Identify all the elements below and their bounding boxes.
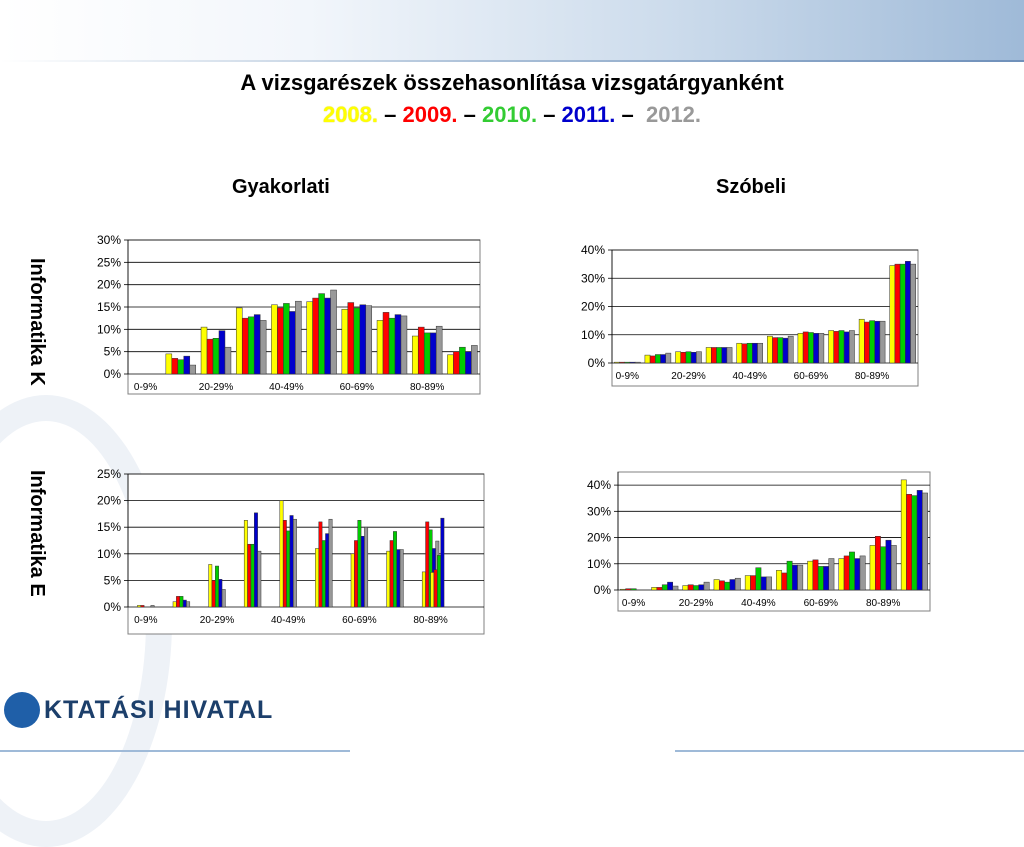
bar xyxy=(354,541,357,608)
bar xyxy=(860,556,865,590)
bar xyxy=(742,344,747,363)
bar xyxy=(747,343,752,363)
bar xyxy=(620,589,625,590)
y-tick-label: 20% xyxy=(586,530,611,545)
bar xyxy=(172,358,178,374)
chart-svg xyxy=(72,230,484,398)
bar xyxy=(387,551,390,607)
x-tick-label: 20-29% xyxy=(198,382,234,393)
bar xyxy=(688,585,693,590)
bar xyxy=(625,362,630,363)
bar xyxy=(426,522,429,607)
bar xyxy=(180,596,183,607)
bar xyxy=(686,352,691,363)
bar xyxy=(325,534,328,607)
bar xyxy=(212,580,215,607)
bar xyxy=(813,560,818,590)
x-tick-label: 20-29% xyxy=(199,615,235,626)
bar xyxy=(209,564,212,607)
chart-svg xyxy=(72,465,488,638)
bar xyxy=(886,540,891,590)
bar xyxy=(881,547,886,590)
bar xyxy=(782,573,787,590)
bar xyxy=(839,331,844,363)
bar xyxy=(750,576,755,590)
bar xyxy=(745,576,750,590)
x-tick-label: 40-49% xyxy=(270,615,306,626)
bar xyxy=(864,322,869,363)
bar xyxy=(366,306,372,374)
y-tick-label: 25% xyxy=(96,255,121,270)
bar xyxy=(342,309,348,374)
x-tick-label: 40-49% xyxy=(741,598,776,609)
bar xyxy=(293,519,296,607)
bar xyxy=(870,545,875,590)
bar xyxy=(834,331,839,363)
bar xyxy=(190,365,196,374)
x-tick-label: 60-69% xyxy=(803,598,839,609)
x-tick-label: 40-49% xyxy=(732,371,767,382)
bar xyxy=(922,493,927,590)
bar xyxy=(666,353,671,363)
bar xyxy=(631,589,636,590)
bar xyxy=(422,572,425,607)
bar xyxy=(699,585,704,590)
bar xyxy=(431,572,434,607)
bar xyxy=(737,343,742,363)
bar xyxy=(441,518,444,607)
y-tick-label: 20% xyxy=(580,299,605,314)
bar xyxy=(844,332,849,363)
bar xyxy=(828,331,833,363)
x-tick-label: 0-9% xyxy=(615,371,639,382)
bar xyxy=(201,327,207,374)
bar xyxy=(890,266,895,363)
bar xyxy=(818,566,823,590)
bar xyxy=(655,355,660,363)
bar xyxy=(783,338,788,363)
bar xyxy=(652,587,657,590)
footer-rule-left xyxy=(0,750,350,752)
bar xyxy=(242,318,248,374)
y-tick-label: 15% xyxy=(96,520,121,535)
bar xyxy=(271,305,277,374)
bar xyxy=(891,545,896,590)
footer-rule-right xyxy=(675,750,1024,752)
bar xyxy=(716,347,721,363)
bar xyxy=(219,331,225,374)
bar xyxy=(657,587,662,590)
bar xyxy=(776,570,781,590)
chart-e-oral xyxy=(560,462,934,615)
bar xyxy=(844,556,849,590)
column-header-practical: Gyakorlati xyxy=(232,176,330,198)
bar xyxy=(730,580,735,590)
y-tick-label: 25% xyxy=(96,467,121,481)
bar xyxy=(803,332,808,363)
year-label-8: 2012. xyxy=(645,102,702,127)
bar xyxy=(788,336,793,363)
y-tick-label: 10% xyxy=(96,322,121,337)
bar xyxy=(693,586,698,590)
bar xyxy=(808,332,813,363)
bar xyxy=(173,602,176,607)
bar xyxy=(360,305,366,374)
bar xyxy=(911,264,916,363)
x-tick-label: 80-89% xyxy=(854,371,890,382)
bar xyxy=(875,536,880,590)
bar xyxy=(248,544,251,607)
row-header-informatika-e: Informatika E xyxy=(26,470,48,597)
x-tick-label: 80-89% xyxy=(865,598,901,609)
bar xyxy=(307,302,313,374)
bar xyxy=(137,605,140,607)
bar xyxy=(225,347,231,374)
bar xyxy=(761,577,766,590)
bar xyxy=(869,321,874,363)
slide-title: A vizsgarészek összehasonlítása vizsgatárgyanként xyxy=(240,70,784,95)
bar xyxy=(254,513,257,607)
bar xyxy=(778,338,783,363)
bar xyxy=(361,536,364,607)
bar xyxy=(683,586,688,590)
bar xyxy=(400,550,403,607)
bar xyxy=(215,566,218,607)
bar xyxy=(823,566,828,590)
bar xyxy=(319,294,325,374)
bar xyxy=(395,315,401,374)
bar xyxy=(667,582,672,590)
y-tick-label: 0% xyxy=(103,600,121,614)
bar xyxy=(662,585,667,590)
bar xyxy=(859,319,864,363)
year-label-7: – xyxy=(615,102,646,127)
y-tick-label: 0% xyxy=(103,367,121,381)
bar xyxy=(752,343,757,363)
bar xyxy=(358,520,361,607)
bar xyxy=(619,362,624,363)
bar xyxy=(287,531,290,607)
bar xyxy=(465,352,471,374)
x-tick-label: 60-69% xyxy=(793,371,829,382)
year-label-1: – xyxy=(378,102,403,127)
x-tick-label: 20-29% xyxy=(671,371,706,382)
bar xyxy=(675,352,680,363)
y-tick-label: 5% xyxy=(103,573,121,588)
y-tick-label: 10% xyxy=(580,327,605,342)
bar xyxy=(798,333,803,363)
y-tick-label: 20% xyxy=(96,277,121,292)
bar xyxy=(453,352,459,374)
y-tick-label: 15% xyxy=(96,300,121,314)
bar xyxy=(151,605,154,607)
bar xyxy=(183,600,186,607)
bar xyxy=(436,326,442,374)
bar xyxy=(901,480,906,590)
bar xyxy=(222,589,225,607)
bar xyxy=(725,582,730,590)
x-tick-label: 20-29% xyxy=(678,598,714,609)
y-tick-label: 40% xyxy=(580,243,605,257)
bar xyxy=(325,298,331,374)
bar xyxy=(798,565,803,590)
bar xyxy=(364,527,367,607)
bar xyxy=(313,298,319,374)
bar xyxy=(839,559,844,590)
x-tick-label: 40-49% xyxy=(269,382,304,393)
y-tick-label: 30% xyxy=(96,233,121,247)
bar xyxy=(714,580,719,590)
bar xyxy=(900,264,905,363)
oktatasi-hivatal-logo xyxy=(4,690,364,730)
bar xyxy=(397,550,400,607)
bar xyxy=(283,303,289,374)
bar xyxy=(673,586,678,590)
bar xyxy=(251,544,254,607)
bar xyxy=(711,347,716,363)
bar xyxy=(661,355,666,363)
bar xyxy=(430,333,436,374)
bar xyxy=(614,362,619,363)
bar xyxy=(315,548,318,607)
bar xyxy=(635,362,640,363)
y-tick-label: 5% xyxy=(103,344,121,359)
bar xyxy=(895,264,900,363)
bar xyxy=(295,301,301,374)
logo-circle-icon xyxy=(4,692,40,728)
bar xyxy=(236,308,242,374)
bar xyxy=(331,290,337,374)
bar xyxy=(289,311,295,374)
y-tick-label: 10% xyxy=(586,556,611,571)
x-tick-label: 0-9% xyxy=(621,598,646,609)
chart-k-practical xyxy=(72,230,484,398)
chart-svg xyxy=(560,240,922,390)
y-tick-label: 30% xyxy=(580,271,605,286)
bar xyxy=(283,520,286,607)
bar xyxy=(377,320,383,374)
bar xyxy=(630,362,635,363)
bar xyxy=(434,570,437,607)
bar xyxy=(176,596,179,607)
bar xyxy=(277,308,283,374)
slide-subtitle-years xyxy=(0,102,1024,128)
bar xyxy=(650,356,655,363)
bar xyxy=(727,347,732,363)
chart-frame xyxy=(612,250,918,386)
bar xyxy=(319,522,322,607)
bar xyxy=(290,515,293,607)
bar xyxy=(735,578,740,590)
year-label-4: 2010. xyxy=(482,102,538,127)
bar xyxy=(418,327,424,374)
bar xyxy=(244,520,247,607)
bar xyxy=(219,579,222,607)
bar xyxy=(348,303,354,374)
bar xyxy=(258,551,261,607)
year-label-3: – xyxy=(457,102,483,127)
bar xyxy=(254,315,260,374)
y-tick-label: 30% xyxy=(586,504,611,519)
bar xyxy=(401,316,407,374)
bar xyxy=(704,582,709,590)
x-tick-label: 60-69% xyxy=(339,382,375,393)
x-tick-label: 0-9% xyxy=(133,382,158,393)
bar xyxy=(626,589,631,590)
bar xyxy=(280,501,283,607)
y-tick-label: 10% xyxy=(96,546,121,561)
bar xyxy=(178,360,184,374)
year-label-5: – xyxy=(537,102,562,127)
bar xyxy=(681,352,686,363)
row-header-informatika-k: Informatika K xyxy=(26,258,48,386)
bar xyxy=(787,561,792,590)
bar xyxy=(447,355,453,374)
bar xyxy=(808,561,813,590)
y-tick-label: 0% xyxy=(587,356,605,370)
bar xyxy=(855,559,860,590)
bar xyxy=(719,581,724,590)
y-tick-label: 0% xyxy=(593,583,611,597)
bar xyxy=(756,568,761,590)
bar xyxy=(471,345,477,374)
bar xyxy=(437,555,440,607)
year-label-0: 2008. xyxy=(322,102,379,127)
chart-e-practical xyxy=(72,465,488,638)
chart-svg xyxy=(560,462,934,615)
bar xyxy=(696,352,701,363)
x-tick-label: 80-89% xyxy=(409,382,445,393)
bar xyxy=(880,321,885,363)
bar xyxy=(905,261,910,363)
bar xyxy=(875,321,880,363)
bar xyxy=(722,347,727,363)
y-tick-label: 40% xyxy=(586,478,611,493)
bar xyxy=(186,602,189,607)
x-tick-label: 80-89% xyxy=(413,615,448,626)
bar xyxy=(141,605,144,607)
bar xyxy=(814,333,819,363)
year-label-2: 2009. xyxy=(402,102,458,127)
bar xyxy=(849,331,854,363)
bar xyxy=(906,494,911,590)
bar xyxy=(706,347,711,363)
x-tick-label: 60-69% xyxy=(342,615,377,626)
bar xyxy=(351,554,354,607)
bar xyxy=(329,519,332,607)
bar xyxy=(772,338,777,363)
bar xyxy=(792,565,797,590)
bar xyxy=(354,308,360,374)
logo-wordmark: KTATÁSI HIVATAL xyxy=(44,696,274,724)
bar xyxy=(412,336,418,374)
bar xyxy=(829,559,834,590)
header-band xyxy=(0,0,1024,62)
bar xyxy=(819,333,824,363)
bar xyxy=(758,343,763,363)
bar xyxy=(424,333,430,374)
bar xyxy=(393,531,396,607)
bar xyxy=(459,347,465,374)
bar xyxy=(912,496,917,590)
y-tick-label: 20% xyxy=(96,493,121,508)
bar xyxy=(213,338,219,374)
column-header-oral: Szóbeli xyxy=(716,176,787,198)
bar xyxy=(383,312,389,374)
bar xyxy=(207,339,213,374)
bar xyxy=(390,541,393,608)
bar xyxy=(645,355,650,363)
bar xyxy=(248,317,254,374)
bar xyxy=(766,577,771,590)
year-label-6: 2011. xyxy=(561,102,616,127)
bar xyxy=(389,318,395,374)
bar xyxy=(184,356,190,374)
bar xyxy=(691,352,696,363)
bar xyxy=(260,320,266,374)
bar xyxy=(767,336,772,363)
bar xyxy=(322,541,325,608)
bar xyxy=(849,552,854,590)
bar xyxy=(166,354,172,374)
bar xyxy=(917,490,922,590)
x-tick-label: 0-9% xyxy=(134,615,158,626)
chart-k-oral xyxy=(560,240,922,390)
